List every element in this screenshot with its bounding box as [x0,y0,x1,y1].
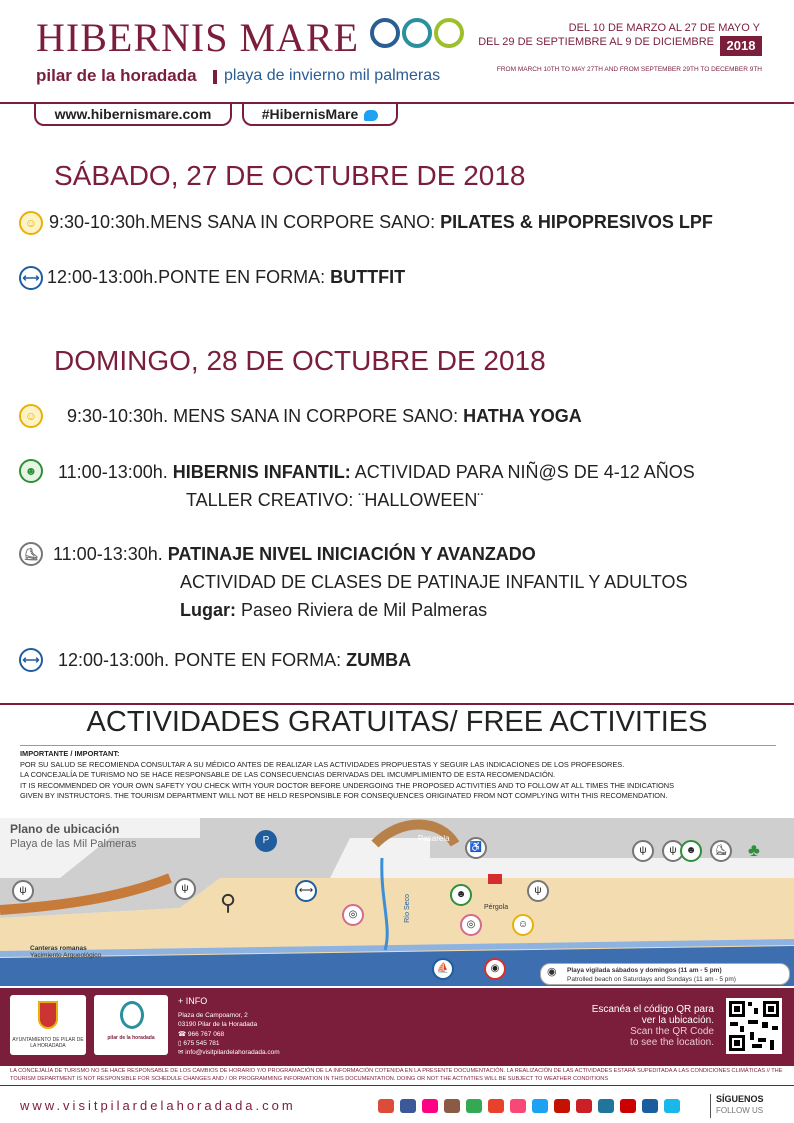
sunday-zumba-item [58,650,411,671]
qr-es-line1: Escanéa el código QR para [591,1004,714,1015]
tower-logo-icon [120,1001,144,1029]
hashtag-link[interactable] [242,104,398,126]
parking-icon: P [255,830,277,852]
river-label: Río Seco [403,894,411,923]
mobile-icon: ▯ [178,1040,184,1047]
restaurant-icon: ψ [632,840,654,862]
email-line[interactable] [178,1048,280,1056]
meditation-icon: ☺ [19,404,43,428]
patrol-legend [540,963,790,985]
vimeo-icon[interactable] [664,1099,680,1113]
saturday-pilates-item [49,212,713,233]
qr-code-pattern [726,998,782,1054]
lifebuoy-icon: ◉ [484,958,506,980]
website-link[interactable] [34,104,232,126]
spiral-logo-icon [434,18,464,48]
phone-line2 [178,1039,220,1047]
patrol-es: Playa vigilada sábados y domingos (11 am - 5 pm) [567,967,722,974]
kids-icon: ☻ [19,459,43,483]
sailing-icon: ⛵ [432,958,454,980]
sunday-heading: DOMINGO, 28 DE OCTUBRE DE 2018 [54,345,546,376]
town-hall-text: AYUNTAMIENTO DE PILAR DE LA HORADADA [12,1037,84,1049]
patrol-en: Patrolled beach on Saturdays and Sundays (11 am - 5 pm) [567,976,736,983]
saturday-buttfit-item [47,267,405,288]
canteras-legend [30,945,101,959]
item-activity-text: PILATES & HIPOPRESIVOS LPF [440,212,713,232]
item-detail-text: ACTIVIDAD PARA NIÑ@S DE 4-12 AÑOS [350,462,695,482]
footer-website-link[interactable]: www.visitpilardelahoradada.com [20,1098,296,1113]
map-subtitle: Playa de las Mil Palmeras [10,838,137,850]
meditation-icon: ☺ [19,211,43,235]
item-activity-text: BUTTFIT [330,267,406,287]
bottom-rule [0,1085,794,1086]
restaurant-icon: ψ [12,880,34,902]
minube-icon[interactable] [488,1099,504,1113]
tourism-logo [94,995,168,1055]
canteras-label: Canteras romanas [30,945,87,952]
qr-en-line1: Scan the QR Code [630,1026,714,1037]
follow-separator [710,1094,711,1118]
sunday-kids-item [58,462,695,483]
meditation-icon: ☺ [512,914,534,936]
item-time-text: 11:00-13:30h. [53,544,168,564]
item-time-text: 11:00-13:00h. [58,462,173,482]
item-time-text: 9:30-10:30h.MENS SANA IN CORPORE SANO: [49,212,441,232]
pergola-label: Pérgola [484,904,509,911]
brand-subtitle-beach: playa de invierno mil palmeras [224,67,441,84]
skate-icon: ⛸ [19,542,43,566]
follow-label-en: FOLLOW US [716,1106,764,1115]
lifeguard-flag-icon [488,874,502,884]
sunday-skating-item [53,544,536,565]
flickr-icon[interactable] [422,1099,438,1113]
pinterest-icon[interactable] [576,1099,592,1113]
hashtag-text: #HibernisMare [261,106,359,122]
instagram-icon[interactable] [444,1099,460,1113]
google-plus-icon[interactable] [378,1099,394,1113]
item-activity-text: HIBERNIS INFANTIL: [172,462,351,482]
skate-icon: ⛸ [710,840,732,862]
qr-code[interactable] [726,998,782,1054]
sunday-skating-place [180,600,487,621]
twitter-icon[interactable] [532,1099,548,1113]
kids-icon: ☻ [450,884,472,906]
sport-icon: ◎ [342,904,364,926]
kids-icon: ☻ [680,840,702,862]
qr-en-line2: to see the location. [630,1037,714,1048]
item-activity-text: HATHA YOGA [463,406,582,426]
yelp-icon[interactable] [554,1099,570,1113]
phone-icon: ☎ [178,1031,188,1038]
sunday-yoga-item [67,406,582,427]
item-activity-text: PATINAJE NIVEL INICIACIÓN Y AVANZADO [167,544,536,564]
dumbbell-icon: ⟷ [19,648,43,672]
coat-of-arms-icon [38,1001,58,1029]
phone-text: 966 767 068 [187,1031,225,1038]
place-text: Paseo Riviera de Mil Palmeras [236,600,488,620]
year-badge: 2018 [720,36,762,56]
twitter-icon [364,110,378,121]
sunday-skating-detail: ACTIVIDAD DE CLASES DE PATINAJE INFANTIL Y ADULTOS [180,572,688,592]
item-time-text: 9:30-10:30h. MENS SANA IN CORPORE SANO: [67,406,464,426]
qr-es-line2: ver la ubicación. [641,1015,714,1026]
sunday-kids-workshop: TALLER CREATIVO: ¨HALLOWEEN¨ [186,490,484,510]
important-notice [20,745,776,802]
restaurant-icon: ψ [174,878,196,900]
tripadvisor-icon[interactable] [466,1099,482,1113]
pasarela-label: Pasarela [418,834,450,843]
section-divider [0,703,794,705]
dumbbell-icon: ⟷ [295,880,317,902]
phone-text: 675 545 781 [183,1040,220,1047]
info-heading: + INFO [178,996,208,1006]
dates-en: FROM MARCH 10TH TO MAY 27TH AND FROM SEPTEMBER 29TH TO DECEMBER 9TH [496,66,762,73]
email-icon: ✉ [178,1049,186,1056]
address-line2: 03190 Pilar de la Horadada [178,1021,258,1028]
brand-title: HIBERNIS MARE [36,15,360,60]
dates-es-line2: DEL 29 DE SEPTIEMBRE AL 9 DE DICIEMBRE [478,36,714,48]
eye-icon: ◉ [547,966,557,978]
spiral-logo-icon [402,18,432,48]
town-hall-logo [10,995,86,1055]
location-pin-icon: ⚲ [220,890,237,915]
email-text: info@visitpilardelahoradada.com [185,1049,280,1056]
spiral-logo-icon [370,18,400,48]
facebook-icon[interactable] [400,1099,416,1113]
notice-line: POR SU SALUD SE RECOMIENDA CONSULTAR A SU MÉDICO ANTES DE REALIZAR LAS ACTIVIDADES PROPUESTAS Y SEGUIR LAS INDICACIONES DE LOS PROFESORES. [20,759,625,769]
notice-line: GIVEN BY INSTRUCTORS. THE TOURISM DEPARTMENT WILL NOT BE HELD RESPONSIBLE FOR CONSEQUENCES ORIGINATED FROM NOT COMPLYING WITH THIS RECOMENDATION. [20,791,668,800]
youtube-icon[interactable] [620,1099,636,1113]
sport-icon: ◎ [460,914,482,936]
brand-subtitle-town: pilar de la horadada [36,66,197,85]
disclaimer: LA CONCEJALÍA DE TURISMO NO SE HACE RESPONSABLE DE LOS CAMBIOS DE HORARIO Y/O PROGRAMACIÓN DE LA INFORMACIÓN COTENIDA EN LA PRESENTE DOCUMENTACIÓN. LA REALIZACIÓN DE LAS ACTIVIDADES ESTARÁ SUPEDITADA A LAS CONDICIONES CLIMÁTICAS // THE TOURISM DEPARTMENT IS NOT RESPONSIBLE FOR SCHEDULE CHANGES AND / OR PROGRAMMING INFORMATION IN THIS DOCUMENTATION. DOING OR NOT THE ACTIVITIES WILL BE SUBJECT TO WEATHER CONDITIONS [10,1068,783,1082]
wordpress-icon[interactable] [598,1099,614,1113]
foursquare-icon[interactable] [510,1099,526,1113]
saturday-heading: SÁBADO, 27 DE OCTUBRE DE 2018 [54,160,526,191]
palm-tree-icon: ♣ [748,840,760,860]
item-time-text: 12:00-13:00h.PONTE EN FORMA: [47,267,331,287]
phone-line1 [178,1030,224,1038]
dates-es-line1: DEL 10 DE MARZO AL 27 DE MAYO Y [568,22,760,34]
notice-line: LA CONCEJALÍA DE TURISMO NO SE HACE RESPONSABLE DE LAS CONSECUENCIAS DERIVADAS DEL IMCUMPLIMIENTO DE ESTA RECOMENDACIÓN. [20,770,556,779]
restaurant-icon: ψ [662,840,684,862]
qr-instructions [560,1004,714,1048]
item-activity-text: ZUMBA [346,650,412,670]
notice-line: IT IS RECOMMENDED OR YOUR OWN SAFETY YOU CHECK WITH YOUR DOCTOR BEFORE UNDERGOING THE PROPOSED ACTIVITIES AND TO FOLLOW AT ALL TIMES THE INDICATIONS [20,780,675,790]
place-label: Lugar: [180,600,236,620]
restaurant-icon: ψ [527,880,549,902]
tourism-logo-text: pilar de la horadada [107,1035,155,1041]
item-time-text: 12:00-13:00h. PONTE EN FORMA: [58,650,347,670]
address-line1: Plaza de Campoamor, 2 [178,1012,248,1019]
disabled-parking-icon: ♿ [465,837,487,859]
dumbbell-icon: ⟷ [19,266,43,290]
follow-label-es: SÍGUENOS [716,1094,764,1104]
brand-separator [213,70,217,84]
notice-title: IMPORTANTE / IMPORTANT: [20,749,120,758]
free-activities-title: ACTIVIDADES GRATUITAS/ FREE ACTIVITIES [86,706,708,738]
tuenti-icon[interactable] [642,1099,658,1113]
yacimiento-label: Yacimiento Arqueológico [30,952,102,959]
website-text: www.hibernismare.com [54,106,212,122]
map-title: Plano de ubicación [10,822,120,836]
